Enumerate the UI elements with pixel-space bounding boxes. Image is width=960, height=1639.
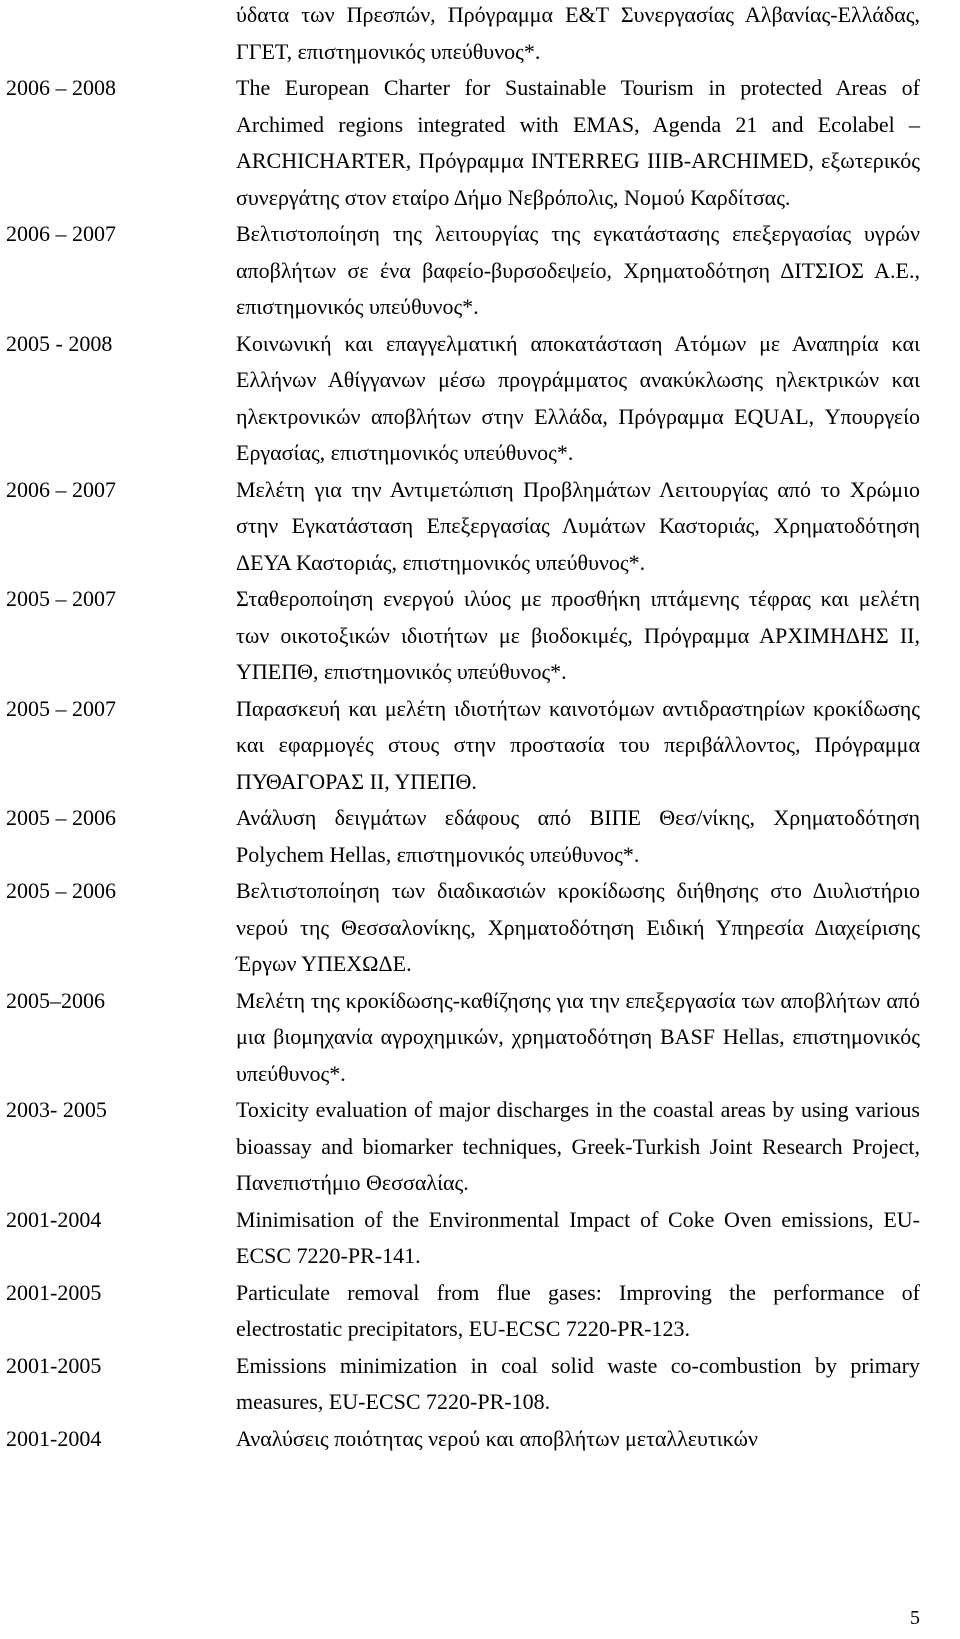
list-item [6, 581, 920, 691]
entry-years: 2005 – 2007 [6, 695, 116, 721]
entry-years: 2005 – 2007 [6, 586, 116, 611]
entry-description: Παρασκευή και μελέτη ιδιοτήτων καινοτόμων αντιδραστηρίων κροκίδωσης και εφαρμογές στους στην προστασία του περιβάλλοντος, Πρόγραμμα ΠΥΘΑΓΟΡΑΣ ΙΙ, ΥΠΕΠΘ. [236, 695, 920, 794]
entry-description: Ανάλυση δειγμάτων εδάφους από ΒΙΠΕ Θεσ/νίκης, Χρηματοδότηση Polychem Hellas, επιστημονικός υπεύθυνος*. [236, 805, 920, 867]
entry-years: 2006 – 2007 [6, 221, 116, 246]
entry-years: 2005 - 2008 [6, 330, 113, 356]
list-item [6, 1348, 920, 1421]
entry-description: Minimisation of the Environmental Impact of Coke Oven emissions, EU-ECSC 7220-PR-141. [236, 1206, 920, 1268]
list-item [6, 873, 920, 983]
list-item [6, 1202, 920, 1275]
page-number: 5 [910, 1607, 920, 1629]
entry-years: 2001-2005 [6, 1279, 102, 1305]
entry-years: 2006 – 2008 [6, 75, 116, 100]
list-item [6, 472, 920, 582]
entry-description: Μελέτη της κροκίδωσης-καθίζησης για την επεξεργασία των αποβλήτων από μια βιομηχανία αγροχημικών, χρηματοδότηση BASF Hellas, επιστημονικός υπεύθυνος*. [236, 987, 920, 1086]
entry-years: 2006 – 2007 [6, 476, 116, 502]
entry-description: Αναλύσεις ποιότητας νερού και αποβλήτων μεταλλευτικών [236, 1425, 758, 1451]
list-item [6, 70, 920, 216]
entry-description: Particulate removal from flue gases: Improving the performance of electrostatic precipitators, EU-ECSC 7220-PR-123. [236, 1279, 920, 1341]
entry-years: 2001-2004 [6, 1206, 102, 1232]
list-item [6, 691, 920, 801]
entry-years: 2005–2006 [6, 987, 105, 1013]
list-item [6, 1092, 920, 1202]
entry-description: Βελτιστοποίηση των διαδικασιών κροκίδωσης διήθησης στο Διυλιστήριο νερού της Θεσσαλονίκης, Χρηματοδότηση Ειδική Υπηρεσία Διαχείρισης Έργων ΥΠΕΧΩΔΕ. [236, 878, 920, 976]
list-item [6, 0, 920, 70]
entry-years: 2003- 2005 [6, 1097, 107, 1122]
project-list [6, 0, 920, 1457]
list-item [6, 326, 920, 472]
entry-description: The European Charter for Sustainable Tourism in protected Areas of Archimed regions integrated with EMAS, Agenda 21 and Ecolabel – ARCHICHARTER, Πρόγραμμα INTERREG IIIB-ARCHIMED, εξωτερικός συνεργάτης στον εταίρο Δήμο Νεβρόπολις, Νομού Καρδίτσας. [236, 75, 920, 210]
entry-description: Emissions minimization in coal solid waste co-combustion by primary measures, EU-ECSC 7220-PR-108. [236, 1352, 920, 1414]
entry-years: 2005 – 2006 [6, 878, 116, 903]
list-item [6, 1275, 920, 1348]
entry-description: Μελέτη για την Αντιμετώπιση Προβλημάτων Λειτουργίας από το Χρώμιο στην Εγκατάσταση Επεξεργασίας Λυμάτων Καστοριάς, Χρηματοδότηση ΔΕΥΑ Καστοριάς, επιστημονικός υπεύθυνος*. [236, 476, 920, 575]
entry-years: 2001-2005 [6, 1352, 102, 1378]
list-item [6, 800, 920, 873]
entry-description: Toxicity evaluation of major discharges in the coastal areas by using various bioassay and biomarker techniques, Greek-Turkish Joint Research Project, Πανεπιστήμιο Θεσσαλίας. [236, 1097, 920, 1195]
entry-description: Βελτιστοποίηση της λειτουργίας της εγκατάστασης επεξεργασίας υγρών αποβλήτων σε ένα βαφείο-βυρσοδεψείο, Χρηματοδότηση ΔΙΤΣΙΟΣ Α.Ε., επιστημονικός υπεύθυνος*. [236, 221, 920, 319]
entry-years: 2001-2004 [6, 1425, 102, 1451]
entry-description: Κοινωνική και επαγγελματική αποκατάσταση Ατόμων με Αναπηρία και Ελλήνων Αθίγγανων μέσω προγράμματος ανακύκλωσης ηλεκτρικών και ηλεκτρονικών αποβλήτων στην Ελλάδα, Πρόγραμμα EQUAL, Υπουργείο Εργασίας, επιστημονικός υπεύθυνος*. [236, 330, 920, 465]
entry-years: 2005 – 2006 [6, 805, 116, 830]
entry-description: ύδατα των Πρεσπών, Πρόγραμμα Ε&Τ Συνεργασίας Αλβανίας-Ελλάδας, ΓΓΕΤ, επιστημονικός υπεύθυνος*. [236, 2, 920, 64]
list-item [6, 983, 920, 1093]
list-item [6, 1421, 920, 1458]
list-item [6, 216, 920, 326]
entry-description: Σταθεροποίηση ενεργού ιλύος με προσθήκη ιπτάμενης τέφρας και μελέτη των οικοτοξικών ιδιοτήτων με βιοδοκιμές, Πρόγραμμα ΑΡΧΙΜΗΔΗΣ ΙΙ, ΥΠΕΠΘ, επιστημονικός υπεύθυνος*. [236, 586, 920, 684]
